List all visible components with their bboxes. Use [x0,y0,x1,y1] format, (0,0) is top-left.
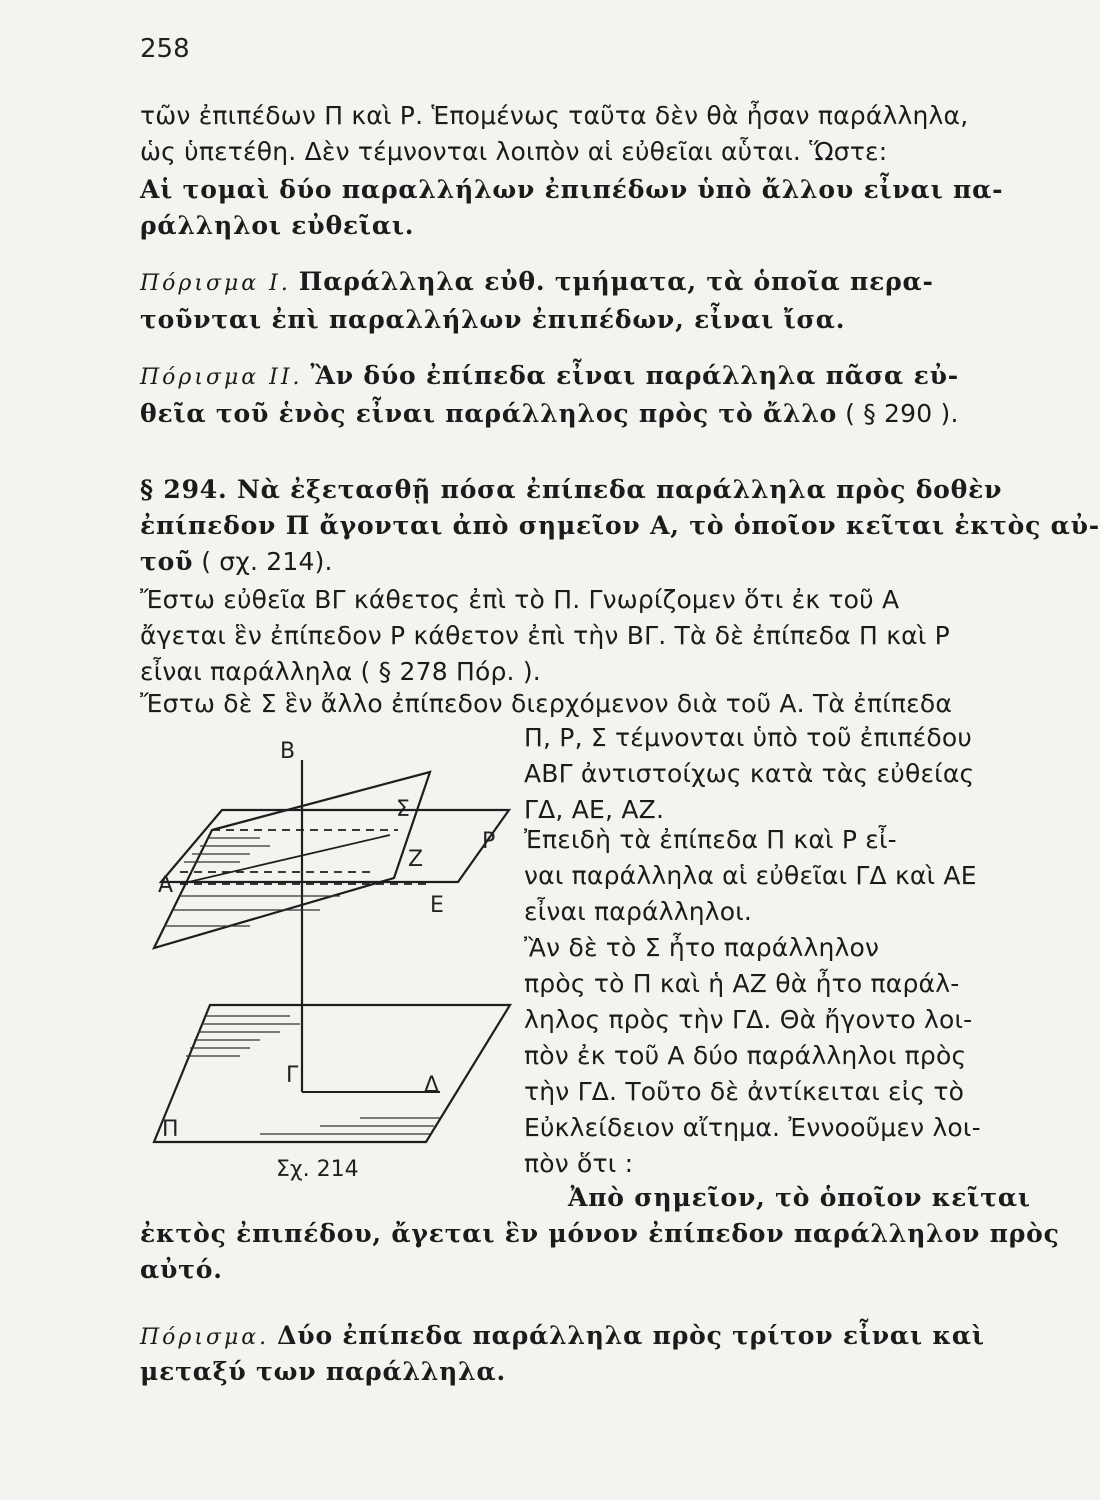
text-line: πὸν ὅτι : [524,1149,634,1178]
page-number: 258 [140,34,190,64]
corollary-label: Πόρισμα. [140,1325,270,1350]
text-line: Ἔστω δὲ Σ ἓν ἄλλο ἐπίπεδον διερχόμενον διὰ τοῦ Α. Τὰ ἐπίπεδα [140,689,953,718]
text-line: τὴν ΓΔ. Τοῦτο δὲ ἀντίκειται εἰς τὸ [524,1077,965,1106]
text-line: εἶναι παράλληλα ( § 278 Πόρ. ). [140,657,541,686]
corollary-2-line-2 [140,396,980,432]
label-a: A [158,873,174,898]
corollary-text: τοῦνται ἐπὶ παραλλήλων ἐπιπέδων, εἶναι ἴσα. [140,305,846,334]
text-line: ναι παράλληλα αἱ εὐθεῖαι ΓΔ καὶ ΑΕ [524,861,977,890]
section-heading-end [140,544,980,580]
theorem-line: αὐτό. [140,1255,223,1284]
label-delta: Δ [424,1073,440,1098]
corollary-text: θεῖα τοῦ ἑνὸς εἶναι παράλληλος πρὸς τὸ ἄλλο [140,399,838,428]
text-line: ΑΒΓ ἀντιστοίχως κατὰ τὰς εὐθείας [524,759,975,788]
figure-caption: Σχ. 214 [276,1157,359,1182]
label-z: Z [408,847,424,872]
figure-214 [140,720,520,1190]
corollary-text: Παράλληλα εὐθ. τμήματα, τὰ ὁποῖα περα- [298,267,934,296]
theorem-line: ἐκτὸς ἐπιπέδου, ἄγεται ἓν μόνον ἐπίπεδον παράλληλον πρὸς [140,1219,1060,1248]
text-line: εἶναι παράλληλοι. [524,897,753,926]
text-line: ἄγεται ἓν ἐπίπεδον Ρ κάθετον ἐπὶ τὴν ΒΓ. Τὰ δὲ ἐπίπεδα Π καὶ Ρ [140,621,950,650]
corollary-text: Ἂν δύο ἐπίπεδα εἶναι παράλληλα πᾶσα εὐ- [310,361,959,390]
corollary-1 [140,264,980,302]
label-e: E [430,893,444,918]
label-p: P [482,829,496,854]
corollary-text: μεταξύ των παράλληλα. [140,1357,506,1386]
label-b: B [280,739,296,764]
text-line: πὸν ἐκ τοῦ Α δύο παράλληλοι πρὸς [524,1041,967,1070]
text-line: Ἔστω εὐθεῖα ΒΓ κάθετος ἐπὶ τὸ Π. Γνωρίζομεν ὅτι ἐκ τοῦ Α [140,585,900,614]
reference: ( § 290 ). [845,399,959,428]
corollary-text: Δύο ἐπίπεδα παράλληλα πρὸς τρίτον εἶναι καὶ [277,1321,985,1350]
text-line: Ἐπειδὴ τὰ ἐπίπεδα Π καὶ Ρ εἶ- [524,825,897,854]
plane-pi [154,1005,510,1142]
corollary-2 [140,358,980,396]
text-line: τῶν ἐπιπέδων Π καὶ Ρ. Ἑπομένως ταῦτα δὲν θὰ ἦσαν παράλληλα, [140,101,969,130]
plane-sigma [154,772,430,948]
theorem-line: Αἱ τομαὶ δύο παραλλήλων ἐπιπέδων ὑπὸ ἄλλου εἶναι πα- [140,175,1004,204]
figure-reference: ( σχ. 214). [201,547,333,576]
section-heading: τοῦ [140,547,194,576]
corollary-label: Πόρισμα ΙΙ. [140,365,303,390]
text-line: πρὸς τὸ Π καὶ ἡ ΑΖ θὰ ἦτο παράλ- [524,969,960,998]
theorem-line: ράλληλοι εὐθεῖαι. [140,211,415,240]
label-gamma: Γ [286,1063,299,1088]
label-pi: Π [162,1117,179,1142]
text-line: ληλος πρὸς τὴν ΓΔ. Θὰ ἤγοντο λοι- [524,1005,973,1034]
text-line: ὡς ὑπετέθη. Δὲν τέμνονται λοιπὸν αἱ εὐθεῖαι αὗται. Ὥστε: [140,137,888,166]
section-heading: § 294. Νὰ ἐξετασθῇ πόσα ἐπίπεδα παράλληλα πρὸς δοθὲν [140,475,1003,504]
text-line: Ἂν δὲ τὸ Σ ἦτο παράλληλον [524,933,880,962]
corollary-label: Πόρισμα Ι. [140,271,291,296]
text-line: ΓΔ, ΑΕ, ΑΖ. [524,795,665,824]
corollary-3 [140,1318,985,1356]
planes-diagram [140,720,520,1190]
section-heading: ἐπίπεδον Π ἄγονται ἀπὸ σημεῖον Α, τὸ ὁποῖον κεῖται ἐκτὸς αὐ- [140,511,1100,540]
text-line: Εὐκλείδειον αἴτημα. Ἐννοοῦμεν λοι- [524,1113,981,1142]
text-line: Π, Ρ, Σ τέμνονται ὑπὸ τοῦ ἐπιπέδου [524,723,972,752]
label-sigma: Σ [396,797,410,822]
theorem-line: Ἀπὸ σημεῖον, τὸ ὁποῖον κεῖται [568,1183,1031,1212]
